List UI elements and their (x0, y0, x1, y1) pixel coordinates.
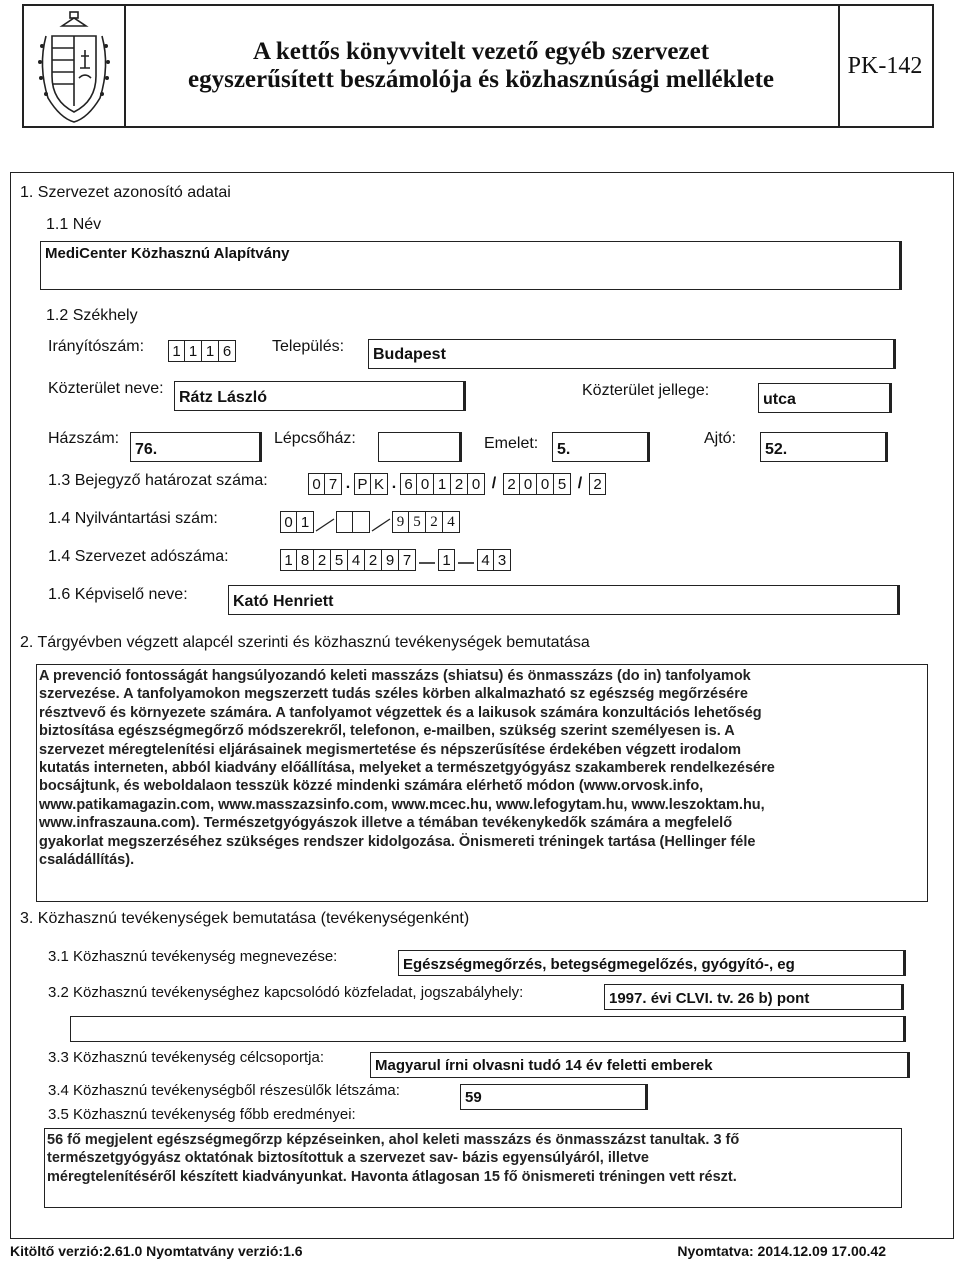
digit-cell[interactable]: 0 (537, 473, 554, 495)
name-label: 1.1 Név (46, 216, 102, 233)
registration-field[interactable] (280, 510, 460, 534)
tax-number-field[interactable] (280, 548, 511, 572)
text-line: A prevenció fontosságát hangsúlyozandó keleti masszázs (shiatsu) és önmasszázs (do in) tanfolyamok (39, 668, 751, 684)
digit-cell[interactable]: P (354, 473, 371, 495)
section3-heading: 3. Közhasznú tevékenységek bemutatása (tevékenységenként) (20, 910, 470, 927)
decision-slash-1: / (491, 475, 497, 492)
digit-cell[interactable]: 5 (554, 473, 571, 495)
activity-name-field[interactable]: Egészségmegőrzés, betegségmegelőzés, gyógyító-, eg (398, 950, 906, 976)
street-field[interactable]: Rátz László (174, 381, 466, 411)
decision-slash-2: / (577, 475, 583, 492)
registration-slash-2 (370, 511, 392, 533)
activities-description[interactable] (36, 664, 928, 902)
decision-group-2[interactable] (354, 473, 388, 495)
digit-cell[interactable]: 7 (325, 473, 342, 495)
section1-heading: 1. Szervezet azonosító adatai (20, 184, 231, 201)
text-line: méregtelenítéséről készített kiadványunkat. Havonta átlagosan 15 fő önismereti tréningen vett részt. (47, 1168, 737, 1185)
decision-dot-2: . (391, 475, 397, 492)
tax-dash-2 (455, 549, 477, 571)
digit-cell[interactable]: 2 (503, 473, 520, 495)
digit-cell[interactable]: 1 (438, 549, 455, 571)
stair-field[interactable] (378, 432, 462, 462)
stair-label: Lépcsőház: (274, 430, 356, 447)
digit-cell[interactable]: 0 (308, 473, 325, 495)
digit-cell[interactable] (353, 511, 370, 533)
digit-cell[interactable]: 2 (314, 549, 331, 571)
city-label: Település: (272, 338, 345, 355)
form-title-line1: A kettős könyvvitelt vezető egyéb szervezet (252, 38, 710, 65)
target-group-field[interactable]: Magyarul írni olvasni tudó 14 év feletti emberek (370, 1052, 910, 1078)
form-title-line2: egyszerűsített beszámolója és közhasznúsági melléklete (188, 66, 774, 93)
digit-cell[interactable]: 4 (443, 511, 460, 533)
digit-cell[interactable]: 1 (280, 549, 297, 571)
decision-group-3[interactable] (400, 473, 485, 495)
house-label: Házszám: (48, 430, 120, 447)
digit-cell[interactable]: 6 (219, 340, 236, 362)
footer-printed: Nyomtatva: 2014.12.09 17.00.42 (677, 1243, 886, 1259)
digit-cell[interactable]: 0 (417, 473, 434, 495)
decision-label: 1.3 Bejegyző határozat száma: (48, 472, 268, 489)
door-label: Ajtó: (704, 430, 737, 447)
digit-cell[interactable]: 2 (426, 511, 443, 533)
form-header (22, 4, 934, 128)
activity-name-label: 3.1 Közhasznú tevékenység megnevezése: (48, 948, 338, 965)
text-line: természetgyógyász oktatónak biztosítottuk a szervezet sav- bázis egyensúlyáról, illetve (47, 1150, 649, 1167)
representative-field[interactable]: Kató Henriett (228, 585, 900, 615)
tax-group-3[interactable] (477, 549, 511, 571)
text-line: 56 fő megjelent egészségmegőrzp képzéseinken, ahol keleti masszázs és önmasszázst tanultak. 3 fő (47, 1132, 740, 1148)
digit-cell[interactable]: 7 (399, 549, 416, 571)
digit-cell[interactable]: 2 (451, 473, 468, 495)
street-label: Közterület neve: (48, 380, 164, 397)
name-field[interactable]: MediCenter Közhasznú Alapítvány (40, 241, 902, 290)
digit-cell[interactable]: 5 (331, 549, 348, 571)
digit-cell[interactable]: 2 (365, 549, 382, 571)
registration-label: 1.4 Nyilvántartási szám: (48, 510, 218, 527)
public-task-extra-field[interactable] (70, 1016, 906, 1042)
decision-dot-1: . (345, 475, 351, 492)
digit-cell[interactable]: 6 (400, 473, 417, 495)
decision-number-field[interactable] (308, 472, 606, 496)
tax-number-label: 1.4 Szervezet adószáma: (48, 548, 229, 565)
decision-group-5[interactable] (589, 473, 606, 495)
decision-group-4[interactable] (503, 473, 571, 495)
digit-cell[interactable]: 9 (382, 549, 399, 571)
house-field[interactable]: 76. (130, 432, 262, 462)
floor-label: Emelet: (484, 435, 539, 452)
tax-group-1[interactable] (280, 549, 416, 571)
digit-cell[interactable]: 1 (297, 511, 314, 533)
registration-group-3[interactable] (392, 511, 460, 533)
public-task-label: 3.2 Közhasznú tevékenységhez kapcsolódó közfeladat, jogszabályhely: (48, 984, 524, 1001)
zip-label: Irányítószám: (48, 338, 145, 355)
digit-cell[interactable]: 8 (297, 549, 314, 571)
tax-group-2[interactable] (438, 549, 455, 571)
digit-cell[interactable]: 1 (185, 340, 202, 362)
coat-of-arms-logo (24, 6, 126, 126)
digit-cell[interactable]: 1 (202, 340, 219, 362)
public-task-field[interactable]: 1997. évi CLVI. tv. 26 b) pont (604, 984, 904, 1010)
digit-cell[interactable] (336, 511, 353, 533)
floor-field[interactable]: 5. (552, 432, 650, 462)
digit-cell[interactable]: 1 (168, 340, 185, 362)
text-line: www.patikamagazin.com, www.masszazsinfo.com, www.mcec.hu, www.lefogytam.hu, www.leszoktam.hu, (39, 796, 765, 813)
text-line: résztvevő és környezete számára. A tanfolyamot végzettek és a laikusok számára konzultációs lehetőség (39, 704, 762, 721)
text-line: biztosítása egészségmegőrző módszerekről, telefonon, e-mailben, szükség szerint személyesen is. A (39, 723, 735, 740)
digit-cell[interactable]: 4 (477, 549, 494, 571)
digit-cell[interactable]: 5 (409, 511, 426, 533)
seat-label: 1.2 Székhely (46, 307, 138, 324)
tax-dash-1 (416, 549, 438, 571)
registration-group-2[interactable] (336, 511, 370, 533)
form-title (124, 6, 840, 126)
digit-cell[interactable]: 9 (392, 511, 409, 533)
text-line: családállítás). (39, 852, 135, 869)
footer-version: Kitöltő verzió:2.61.0 Nyomtatvány verzió:1.6 (10, 1243, 303, 1259)
digit-cell[interactable]: 0 (468, 473, 485, 495)
text-line: kutatás interneten, abból kiadvány előállítása, melyeket a természetgyógyász szakamberek rendelkezésére (39, 760, 775, 777)
beneficiaries-label: 3.4 Közhasznú tevékenységből részesülők létszáma: (48, 1082, 400, 1099)
digit-cell[interactable]: 3 (494, 549, 511, 571)
text-line: szervezése. A tanfolyamokon megszerzett tudás széles körben alkalmazható sz egészség megőrzésére (39, 686, 748, 703)
decision-group-1[interactable] (308, 473, 342, 495)
digit-cell[interactable]: K (371, 473, 388, 495)
text-line: bocsájtunk, és weboldalaon tesszük közzé mindenki számára elérhető módon (www.orvosk.info, (39, 778, 704, 795)
representative-label: 1.6 Képviselő neve: (48, 586, 188, 603)
digit-cell[interactable]: 0 (520, 473, 537, 495)
target-group-label: 3.3 Közhasznú tevékenység célcsoportja: (48, 1049, 324, 1066)
street-type-label: Közterület jellege: (582, 382, 710, 399)
text-line: gyakorlat megszerzéséhez szükséges rendszer kidolgozása. Önismereti tréningek tartása (Hellinger féle (39, 833, 756, 850)
door-field[interactable]: 52. (760, 432, 888, 462)
digit-cell[interactable]: 2 (589, 473, 606, 495)
street-type-field[interactable]: utca (758, 383, 892, 413)
text-line: szervezet méregtelenítési eljárásainek megismertetése és népszerűsítése érdekében végzett irodalom (39, 741, 741, 758)
text-line: www.infraszauna.com). Természetgyógyászok illetve a témában tevékenykedők számára a megfelelő (39, 815, 733, 832)
beneficiaries-field[interactable]: 59 (460, 1084, 648, 1110)
digit-cell[interactable]: 4 (348, 549, 365, 571)
registration-group-1[interactable] (280, 511, 314, 533)
digit-cell[interactable]: 0 (280, 511, 297, 533)
results-description[interactable] (44, 1128, 902, 1208)
zip-field[interactable] (168, 340, 236, 362)
digit-cell[interactable]: 1 (434, 473, 451, 495)
city-field[interactable]: Budapest (368, 339, 896, 369)
section2-heading: 2. Tárgyévben végzett alapcél szerinti és közhasznú tevékenységek bemutatása (20, 634, 590, 651)
registration-slash-1 (314, 511, 336, 533)
results-label: 3.5 Közhasznú tevékenység főbb eredményei: (48, 1106, 356, 1123)
form-code: PK-142 (847, 52, 923, 79)
